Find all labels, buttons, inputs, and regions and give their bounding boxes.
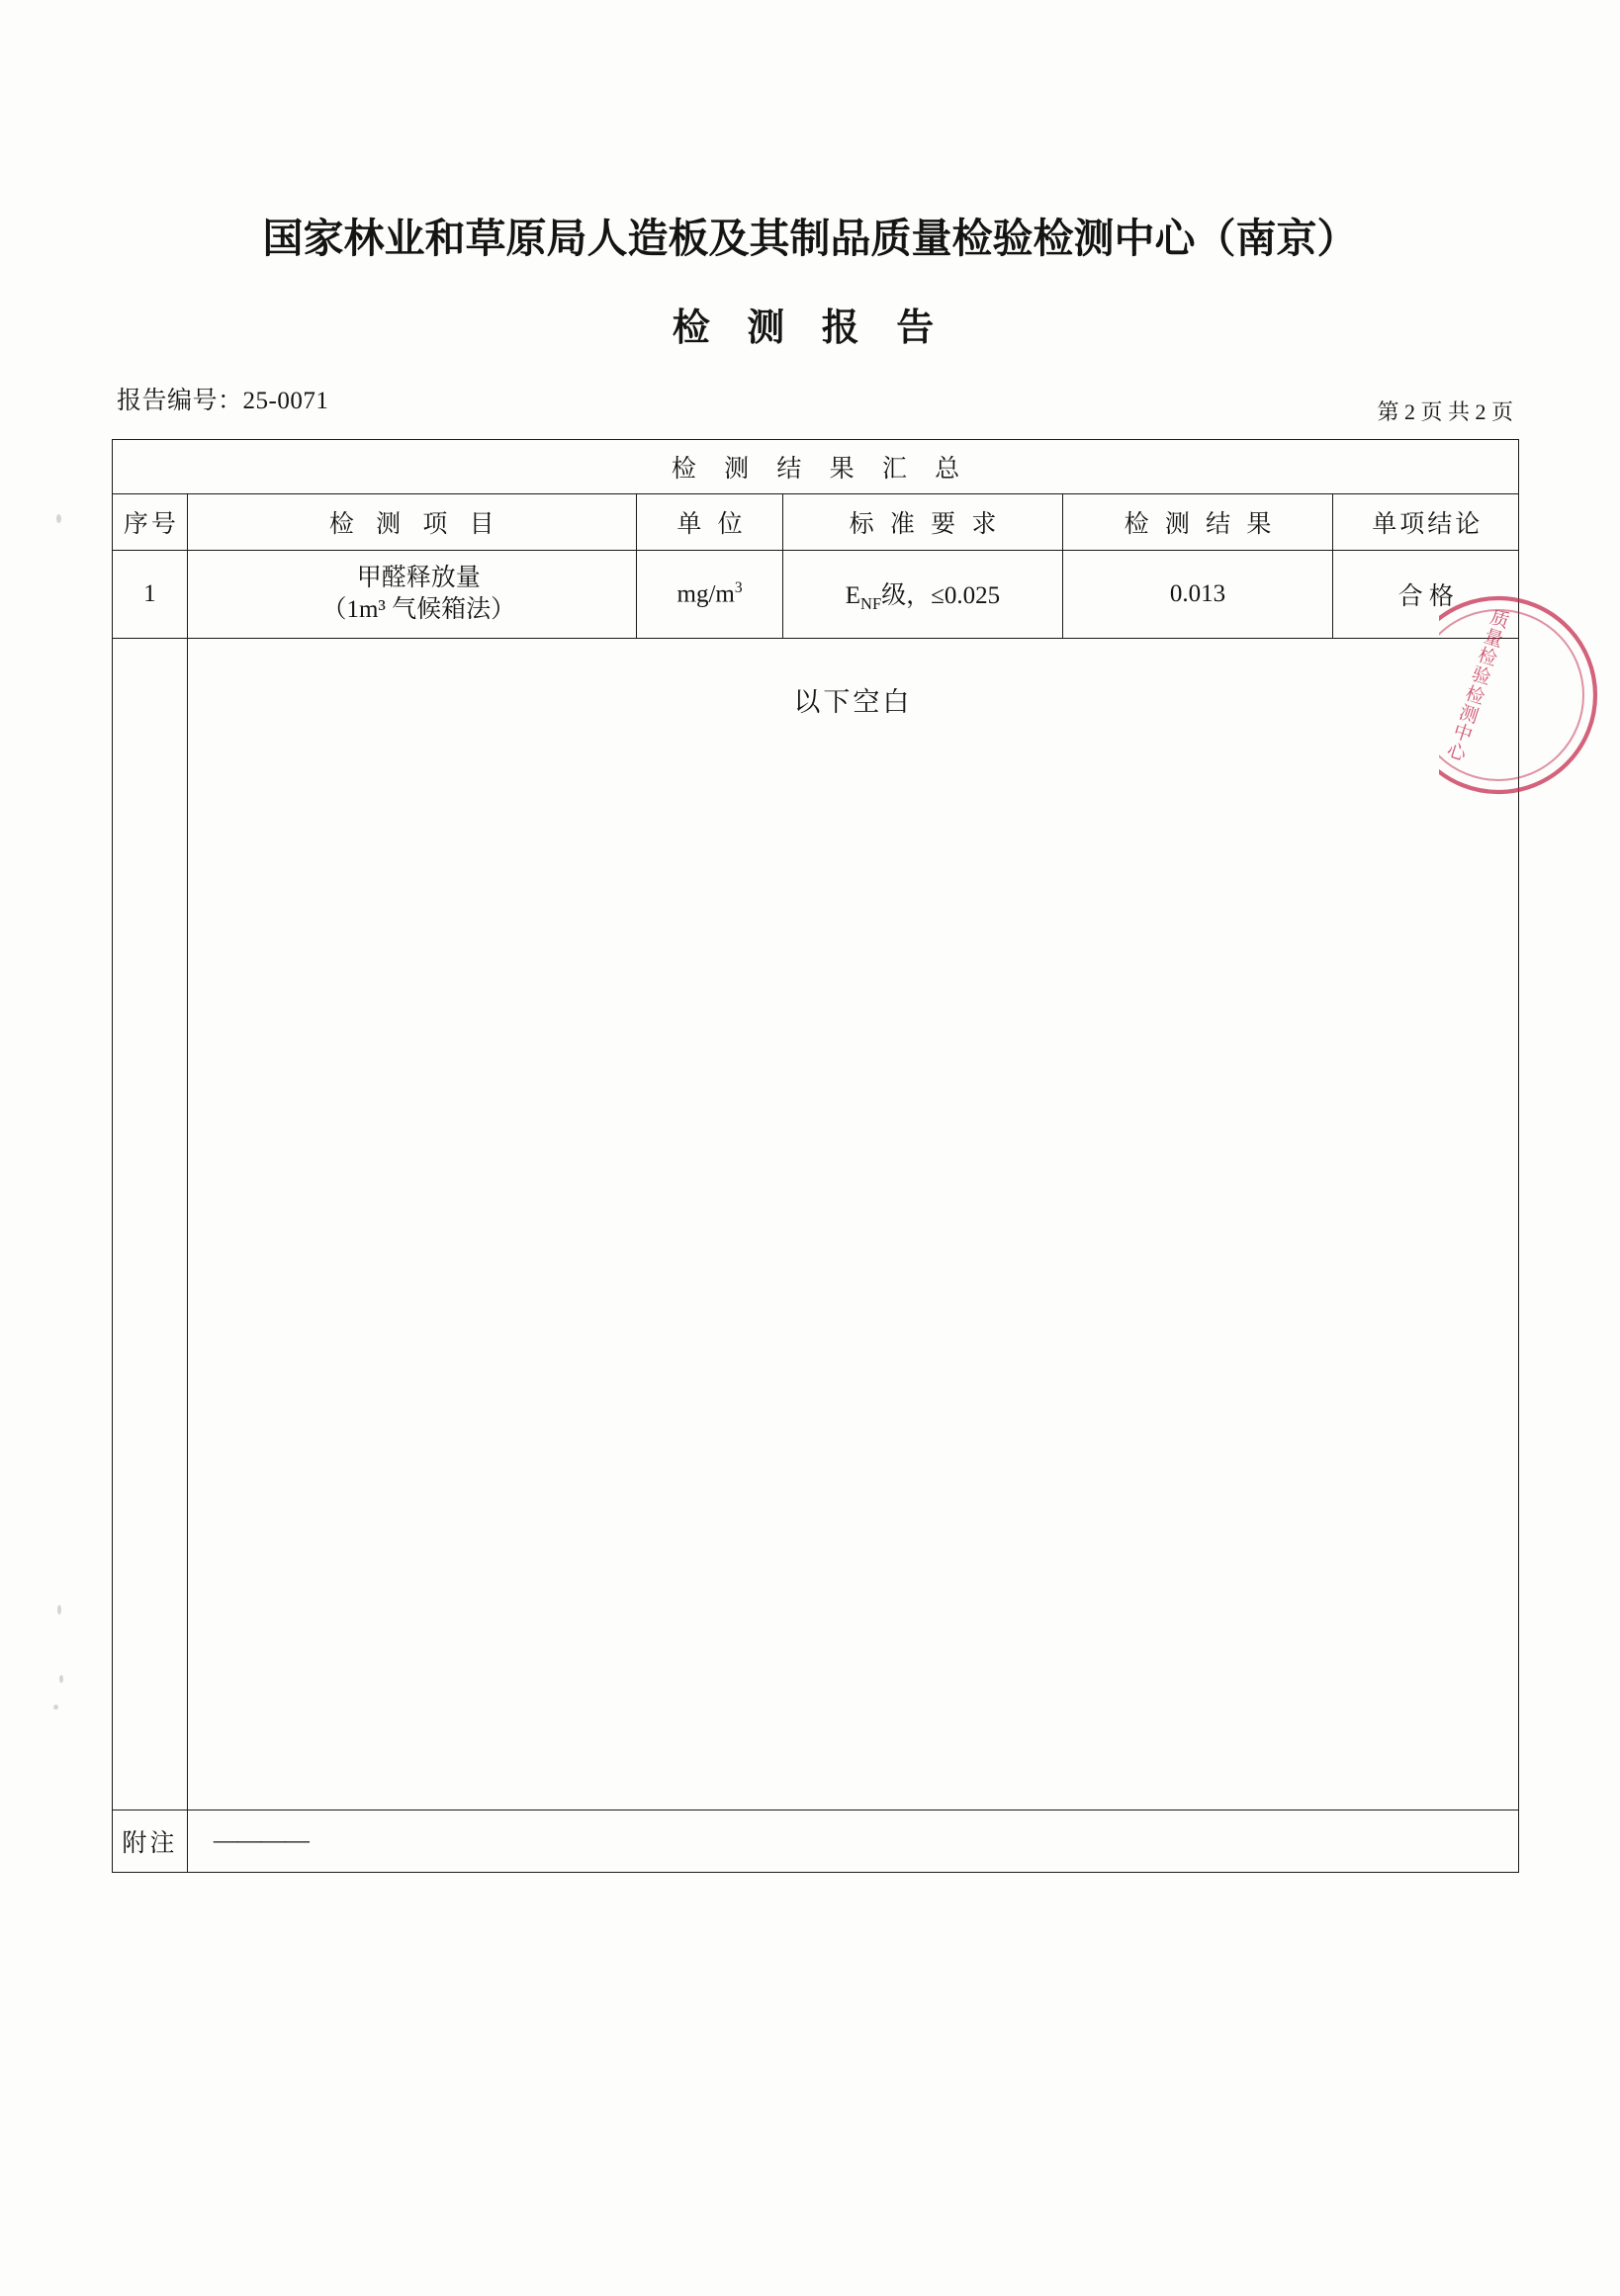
report-number	[117, 381, 328, 416]
cell-result: 0.013	[1062, 551, 1333, 639]
blank-marker-text: 以下空白	[793, 687, 913, 717]
table-header-row	[113, 494, 1519, 551]
table-note-row	[113, 1810, 1519, 1873]
cell-requirement	[783, 551, 1062, 639]
requirement-prefix: E	[845, 581, 861, 609]
seal-char: 质	[1486, 607, 1513, 634]
blank-area-cell	[187, 639, 1518, 1810]
table-blank-row	[113, 639, 1519, 1810]
table-banner-cell: 检 测 结 果 汇 总	[113, 440, 1519, 494]
header-requirement: 标 准 要 求	[783, 494, 1062, 551]
seal-char: 量	[1481, 626, 1507, 653]
organization-title: 国家林业和草原局人造板及其制品质量检验检测中心（南京）	[262, 216, 1358, 261]
results-summary-table	[112, 439, 1519, 1873]
header-item: 检 测 项 目	[187, 494, 636, 551]
header-result: 检 测 结 果	[1062, 494, 1333, 551]
seal-char: 中	[1450, 721, 1477, 748]
header-conclusion: 单项结论	[1333, 494, 1519, 551]
table-banner-row	[113, 440, 1519, 494]
seal-char: 检	[1475, 645, 1501, 671]
page-indicator: 第 2 页 共 2 页	[1377, 399, 1513, 424]
report-number-label: 报告编号：	[117, 388, 243, 414]
cell-unit: $mg/m^3$	[636, 551, 783, 639]
seal-char: 测	[1456, 701, 1483, 729]
unit-exponent: 3	[734, 579, 743, 597]
header-no: 序号	[113, 494, 188, 551]
header-unit: 单 位	[636, 494, 783, 551]
document-title: 检 测 报 告	[672, 308, 948, 349]
seal-char: 验	[1469, 663, 1494, 690]
cell-no: 1	[113, 551, 188, 639]
seal-char: 心	[1444, 740, 1470, 766]
requirement-subscript: NF	[860, 593, 882, 613]
cell-item-line2: （1m³ 气候箱法）	[321, 596, 516, 623]
cell-conclusion: 合 格	[1333, 551, 1519, 639]
seal-char: 检	[1463, 682, 1488, 709]
report-number-value: 25-0071	[242, 388, 329, 414]
cell-item-line1: 甲醛释放量	[356, 565, 481, 591]
cell-item	[187, 551, 636, 639]
note-label: 附注	[113, 1810, 188, 1873]
table-row	[113, 551, 1519, 639]
requirement-suffix: 级，≤0.025	[881, 581, 1001, 609]
blank-no-cell	[113, 639, 188, 1810]
note-value: ————	[187, 1810, 1518, 1873]
